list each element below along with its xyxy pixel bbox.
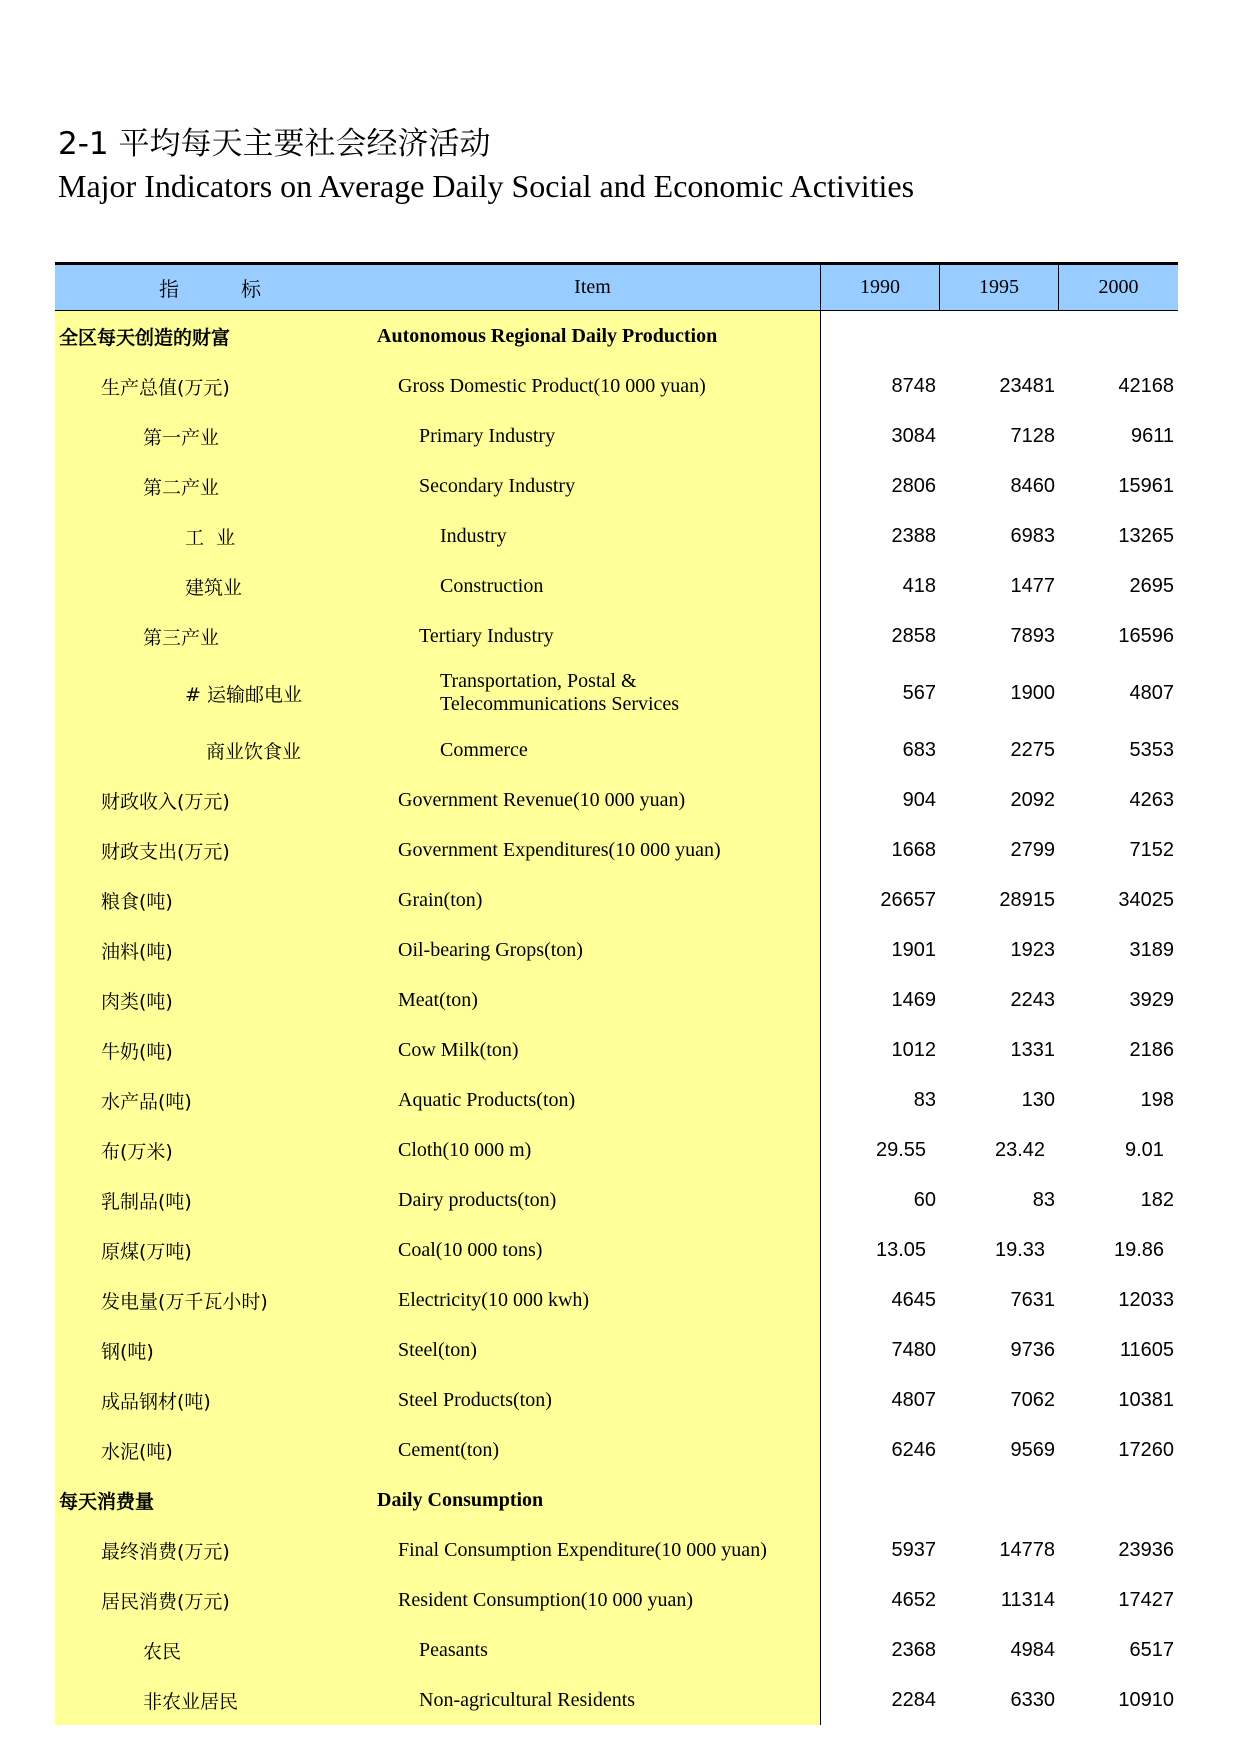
section-row: [55, 1475, 1178, 1525]
row-label-cn: 全区每天创造的财富: [55, 311, 365, 361]
table-row: [55, 1325, 1178, 1375]
value-1990: [821, 1475, 940, 1525]
row-label-cn: 水产品(吨): [55, 1075, 365, 1125]
value-1990: 13.05: [876, 1238, 927, 1261]
header-en: Item: [365, 265, 821, 310]
value-1990: 683: [902, 738, 936, 761]
value-1995: 2799: [1010, 838, 1055, 861]
row-label-cn: 财政收入(万元): [55, 775, 365, 825]
row-label-en: Steel Products(ton): [365, 1375, 821, 1425]
value-1995: 1477: [1010, 574, 1055, 597]
value-1990: 4645: [891, 1288, 936, 1311]
table-row: [55, 661, 1178, 725]
row-label-cn: 成品钢材(吨): [55, 1375, 365, 1425]
row-label-en: Primary Industry: [365, 411, 821, 461]
value-2000: 12033: [1118, 1288, 1174, 1311]
row-label-cn: 最终消费(万元): [55, 1525, 365, 1575]
page-title-cn: 2-1 平均每天主要社会经济活动: [58, 126, 491, 162]
row-label-en: Daily Consumption: [365, 1475, 821, 1525]
table-row: [55, 1525, 1178, 1575]
table-body: [55, 311, 1178, 1725]
value-1995: 9569: [1010, 1438, 1055, 1461]
row-label-cn: 水泥(吨): [55, 1425, 365, 1475]
value-2000: 42168: [1118, 374, 1174, 397]
row-label-en: Construction: [365, 561, 821, 611]
value-2000: 13265: [1118, 524, 1174, 547]
value-1990: 1668: [891, 838, 936, 861]
value-1995: 6330: [1010, 1688, 1055, 1711]
row-label-cn: 肉类(吨): [55, 975, 365, 1025]
table-row: [55, 1425, 1178, 1475]
row-label-cn: 发电量(万千瓦小时): [55, 1275, 365, 1325]
value-1995: 7631: [1010, 1288, 1055, 1311]
value-1995: 130: [1021, 1088, 1055, 1111]
table-row: [55, 1025, 1178, 1075]
row-label-cn: 财政支出(万元): [55, 825, 365, 875]
value-2000: 15961: [1118, 474, 1174, 497]
value-1995: 2243: [1010, 988, 1055, 1011]
table-row: [55, 561, 1178, 611]
value-2000: 9611: [1130, 424, 1174, 447]
value-1995: 4984: [1010, 1638, 1055, 1661]
value-1990: 26657: [880, 888, 936, 911]
row-label-en: Gross Domestic Product(10 000 yuan): [365, 361, 821, 411]
value-1995: 14778: [999, 1538, 1055, 1561]
table-row: [55, 725, 1178, 775]
table-row: [55, 1575, 1178, 1625]
value-1990: 8748: [891, 374, 936, 397]
value-1995: 7062: [1010, 1388, 1055, 1411]
row-label-cn: 第二产业: [55, 461, 365, 511]
table-row: [55, 1225, 1178, 1275]
value-2000: 4263: [1129, 788, 1174, 811]
value-2000: [1059, 1475, 1178, 1525]
value-1990: 2368: [891, 1638, 936, 1661]
row-label-en: Cow Milk(ton): [365, 1025, 821, 1075]
value-1995: 9736: [1010, 1338, 1055, 1361]
value-2000: 198: [1140, 1088, 1174, 1111]
value-1990: 1469: [891, 988, 936, 1011]
header-year-2000: 2000: [1098, 276, 1139, 298]
value-1990: [821, 311, 940, 361]
value-1990: 4807: [891, 1388, 936, 1411]
row-label-cn: 钢(吨): [55, 1325, 365, 1375]
row-label-en: Resident Consumption(10 000 yuan): [365, 1575, 821, 1625]
value-2000: 34025: [1118, 888, 1174, 911]
value-1990: 3084: [891, 424, 936, 447]
value-1990: 567: [902, 681, 936, 704]
row-label-en: Coal(10 000 tons): [365, 1225, 821, 1275]
value-2000: 2186: [1129, 1038, 1174, 1061]
table-row: [55, 825, 1178, 875]
table-row: [55, 361, 1178, 411]
table-row: [55, 1375, 1178, 1425]
indicators-table: [55, 262, 1178, 1725]
row-label-en: Final Consumption Expenditure(10 000 yuan): [365, 1525, 821, 1575]
value-1995: 6983: [1010, 524, 1055, 547]
value-1995: 2092: [1010, 788, 1055, 811]
table-row: [55, 1275, 1178, 1325]
value-1995: 8460: [1010, 474, 1055, 497]
row-label-cn: 粮食(吨): [55, 875, 365, 925]
value-1990: 2806: [891, 474, 936, 497]
row-label-cn: 工 业: [55, 511, 365, 561]
row-label-en: Tertiary Industry: [365, 611, 821, 661]
value-2000: 19.86: [1114, 1238, 1165, 1261]
value-1990: 4652: [891, 1588, 936, 1611]
value-1990: 60: [913, 1188, 936, 1211]
header-cn: 指标: [159, 279, 323, 301]
table-row: [55, 611, 1178, 661]
row-label-cn: 非农业居民: [55, 1675, 365, 1725]
row-label-en: Industry: [365, 511, 821, 561]
row-label-cn: 生产总值(万元): [55, 361, 365, 411]
value-2000: 6517: [1129, 1638, 1174, 1661]
row-label-en: Cloth(10 000 m): [365, 1125, 821, 1175]
row-label-en: Electricity(10 000 kwh): [365, 1275, 821, 1325]
value-2000: 11605: [1119, 1338, 1174, 1361]
value-2000: 16596: [1118, 624, 1174, 647]
row-label-cn: 乳制品(吨): [55, 1175, 365, 1225]
value-1995: 1331: [1010, 1038, 1055, 1061]
row-label-en: Autonomous Regional Daily Production: [365, 311, 821, 361]
value-1995: 1900: [1010, 681, 1055, 704]
value-1995: 83: [1032, 1188, 1055, 1211]
row-label-en-line2: Telecommunications Services: [440, 693, 680, 715]
table-row: [55, 511, 1178, 561]
row-label-cn: 布(万米): [55, 1125, 365, 1175]
value-1995: 23481: [999, 374, 1055, 397]
row-label-en: Steel(ton): [365, 1325, 821, 1375]
table-row: [55, 875, 1178, 925]
table-row: [55, 1175, 1178, 1225]
table-row: [55, 411, 1178, 461]
table-row: [55, 1125, 1178, 1175]
row-label-en: Aquatic Products(ton): [365, 1075, 821, 1125]
value-1990: 1012: [891, 1038, 936, 1061]
value-2000: 17260: [1118, 1438, 1174, 1461]
table-header: [55, 265, 1178, 311]
row-label-cn: 农民: [55, 1625, 365, 1675]
page-title-en: Major Indicators on Average Daily Social and Economic Activities: [58, 168, 915, 204]
value-1990: 83: [913, 1088, 936, 1111]
row-label-cn: 第三产业: [55, 611, 365, 661]
value-1990: 7480: [891, 1338, 936, 1361]
row-label-en: Non-agricultural Residents: [365, 1675, 821, 1725]
row-label-en: Oil-bearing Grops(ton): [365, 925, 821, 975]
row-label-en: Meat(ton): [365, 975, 821, 1025]
table-row: [55, 975, 1178, 1025]
section-row: [55, 311, 1178, 361]
header-year-1990: 1990: [821, 265, 940, 310]
value-2000: 182: [1140, 1188, 1174, 1211]
value-2000: 2695: [1129, 574, 1174, 597]
row-label-cn: 牛奶(吨): [55, 1025, 365, 1075]
value-1990: 1901: [891, 938, 936, 961]
row-label-cn: 第一产业: [55, 411, 365, 461]
value-1990: 2388: [891, 524, 936, 547]
value-1995: 23.42: [995, 1138, 1046, 1161]
row-label-en: Grain(ton): [365, 875, 821, 925]
header-year-1995: 1995: [940, 265, 1059, 310]
row-label-en: Peasants: [365, 1625, 821, 1675]
value-1990: 6246: [891, 1438, 936, 1461]
row-label-en: Government Expenditures(10 000 yuan): [365, 825, 821, 875]
value-1995: [940, 1475, 1059, 1525]
row-label-en-line1: Transportation, Postal &: [440, 670, 637, 692]
row-label-en: Commerce: [365, 725, 821, 775]
value-2000: 10910: [1118, 1688, 1174, 1711]
row-label-en: Dairy products(ton): [365, 1175, 821, 1225]
value-2000: 9.01: [1125, 1138, 1164, 1161]
value-2000: 4807: [1129, 681, 1174, 704]
table-row: [55, 461, 1178, 511]
value-1995: 19.33: [995, 1238, 1046, 1261]
row-label-en: [365, 661, 821, 725]
row-label-cn: 原煤(万吨): [55, 1225, 365, 1275]
value-2000: 3929: [1129, 988, 1174, 1011]
value-2000: [1059, 311, 1178, 361]
value-1995: 28915: [999, 888, 1055, 911]
row-label-cn: 商业饮食业: [55, 725, 365, 775]
table-row: [55, 1625, 1178, 1675]
row-label-cn: 油料(吨): [55, 925, 365, 975]
row-label-en: Secondary Industry: [365, 461, 821, 511]
table-row: [55, 1075, 1178, 1125]
value-2000: 3189: [1129, 938, 1174, 961]
value-2000: 7152: [1129, 838, 1174, 861]
table-row: [55, 1675, 1178, 1725]
value-1990: 2858: [891, 624, 936, 647]
row-label-cn: 每天消费量: [55, 1475, 365, 1525]
value-1995: [940, 311, 1059, 361]
value-2000: 10381: [1118, 1388, 1174, 1411]
row-label-en: Cement(ton): [365, 1425, 821, 1475]
value-1995: 7128: [1010, 424, 1055, 447]
row-label-cn: 居民消费(万元): [55, 1575, 365, 1625]
value-1995: 11314: [1000, 1588, 1055, 1611]
table-row: [55, 775, 1178, 825]
value-2000: 17427: [1118, 1588, 1174, 1611]
value-1990: 5937: [891, 1538, 936, 1561]
row-label-cn: 建筑业: [55, 561, 365, 611]
value-2000: 23936: [1118, 1538, 1174, 1561]
value-2000: 5353: [1129, 738, 1174, 761]
row-label-en: Government Revenue(10 000 yuan): [365, 775, 821, 825]
value-1995: 7893: [1010, 624, 1055, 647]
value-1995: 1923: [1010, 938, 1055, 961]
row-label-cn: # 运输邮电业: [55, 661, 365, 725]
value-1995: 2275: [1010, 738, 1055, 761]
value-1990: 2284: [891, 1688, 936, 1711]
value-1990: 418: [902, 574, 936, 597]
table-row: [55, 925, 1178, 975]
value-1990: 29.55: [876, 1138, 927, 1161]
value-1990: 904: [902, 788, 936, 811]
